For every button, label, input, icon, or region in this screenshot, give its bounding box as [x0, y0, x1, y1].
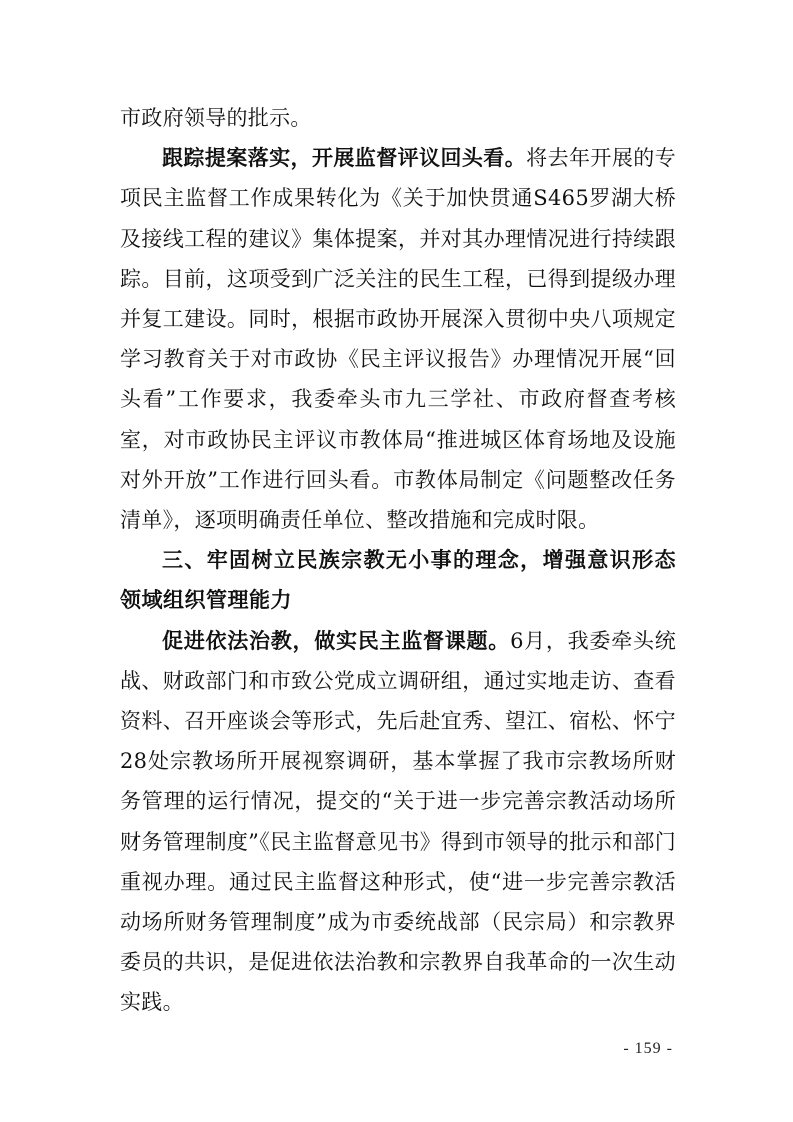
paragraph-body-text: 将去年开展的专项民主监督工作成果转化为《关于加快贯通S465罗湖大桥及接线工程的建议》集体提案，并对其办理情况进行持续跟踪。目前，这项受到广泛关注的民生工程，已得到提级办理并复工建设。同时，根据市政协开展深入贯彻中央八项规定学习教育关于对市政协《民主评议报告》办理情况开展“回头看”工作要求，我委牵头市九三学社、市政府督查考核室，对市政协民主评议市教体局“推进城区体育场地及设施对外开放”工作进行回头看。市教体局制定《问题整改任务清单》，逐项明确责任单位、整改措施和完成时限。: [120, 146, 676, 533]
paragraph-lead-heading: 促进依法治教，做实民主监督课题。: [162, 627, 511, 653]
document-body: [120, 98, 676, 1023]
section-heading-3: 三、牢固树立民族宗教无小事的理念，增强意识形态领域组织管理能力: [120, 548, 676, 613]
paragraph-body-text: 6月，我委牵头统战、财政部门和市致公党成立调研组，通过实地走访、查看资料、召开座谈会等形式，先后赴宜秀、望江、宿松、怀宁28处宗教场所开展视察调研，基本掌握了我市宗教场所财务管理的运行情况，提交的“关于进一步完善宗教活动场所财务管理制度”《民主监督意见书》得到市领导的批示和部门重视办理。通过民主监督这种形式，使“进一步完善宗教活动场所财务管理制度”成为市委统战部（民宗局）和宗教界委员的共识，是促进依法治教和宗教界自我革命的一次生动实践。: [120, 628, 676, 1015]
paragraph-continuation: 市政府领导的批示。: [120, 106, 312, 130]
paragraph-proposal-tracking: [120, 138, 676, 540]
paragraph-lead-heading: 跟踪提案落实，开展监督评议回头看。: [162, 145, 527, 171]
page-number: - 159 -: [623, 1040, 673, 1057]
paragraph-religion-supervision: [120, 621, 676, 1023]
